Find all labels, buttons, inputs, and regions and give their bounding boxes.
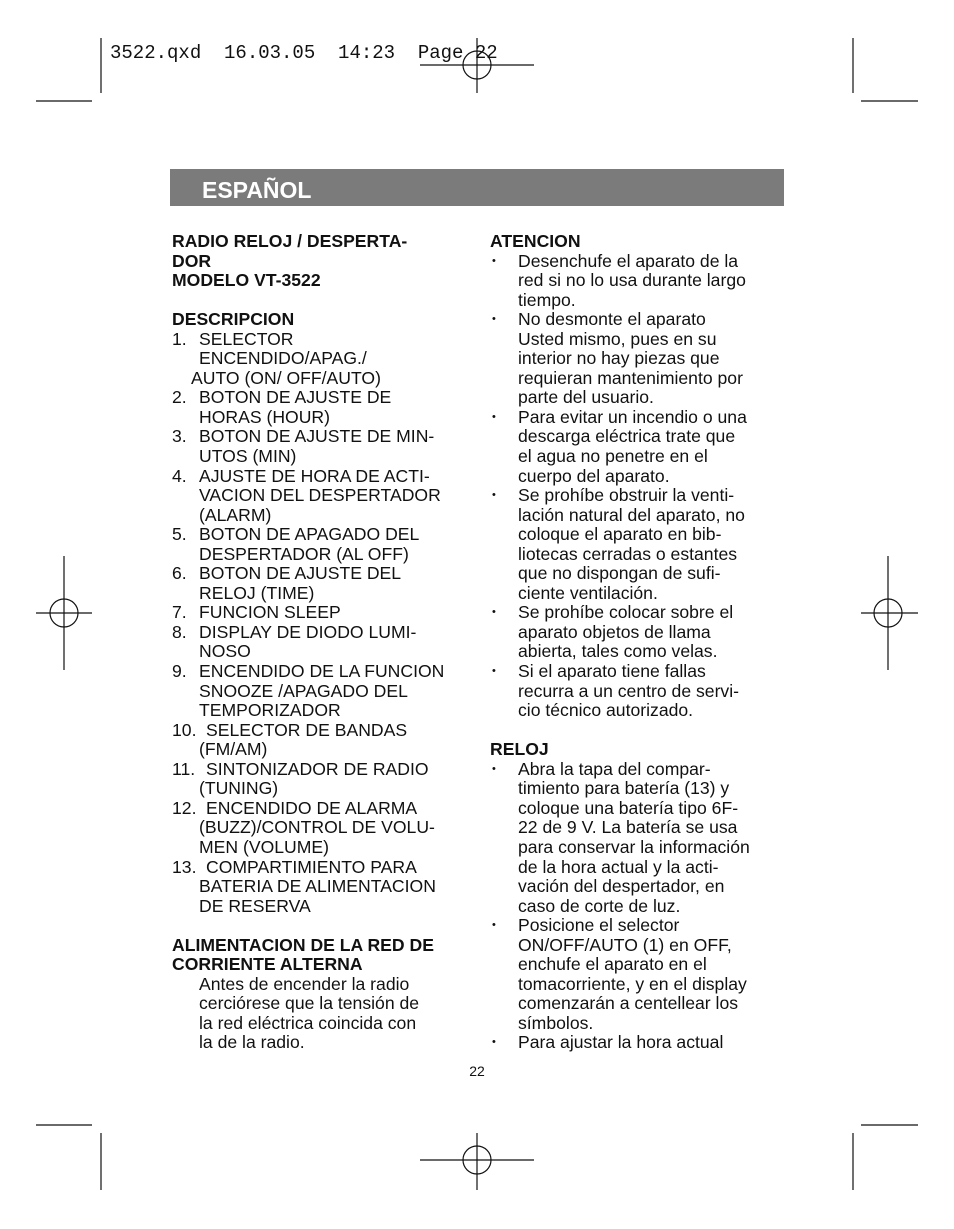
list-item: • Desenchufe el aparato de la red si no lo usa durante largo tiempo. xyxy=(492,250,746,310)
list-item: 8. DISPLAY DE DIODO LUMI- NOSO xyxy=(172,621,417,662)
registration-mark-bottom xyxy=(420,1133,534,1190)
list-item: 9. ENCENDIDO DE LA FUNCION SNOOZE /APAGADO DEL TEMPORIZADOR xyxy=(172,661,445,721)
list-item: 7. FUNCION SLEEP xyxy=(172,602,341,623)
bullet-icon: • xyxy=(492,1036,496,1049)
list-item: 10. SELECTOR DE BANDAS (FM/AM) xyxy=(172,719,408,760)
list-item: • Se prohíbe colocar sobre el aparato objetos de llama abierta, tales como velas. xyxy=(492,602,734,662)
list-item: • Si el aparato tiene fallas recurra a un centro de servi- cio técnico autorizado. xyxy=(492,661,739,721)
list-item: 5. BOTON DE APAGADO DEL DESPERTADOR (AL OFF) xyxy=(172,524,420,564)
attention-heading: ATENCION xyxy=(490,231,581,251)
bullet-icon: • xyxy=(492,410,496,423)
left-column xyxy=(172,232,472,1053)
clock-list xyxy=(490,760,785,1053)
list-item: • Se prohíbe obstruir la venti- lación natural del aparato, no coloque el aparato en bib- liotecas cerradas o estantes que no dispongan de sufi- ciente ventilación. xyxy=(492,485,745,603)
list-item: 12. ENCENDIDO DE ALARMA (BUZZ)/CONTROL DE VOLU- MEN (VOLUME) xyxy=(172,797,435,857)
list-item: 13. COMPARTIMIENTO PARA BATERIA DE ALIMENTACION DE RESERVA xyxy=(172,856,436,916)
list-item: 11. SINTONIZADOR DE RADIO (TUNING) xyxy=(172,758,429,799)
power-paragraph: Antes de encender la radio cerciórese que la tensión de la red eléctrica coincida con la de la radio. xyxy=(199,973,420,1053)
bullet-icon: • xyxy=(492,254,496,267)
list-item: 1. SELECTOR ENCENDIDO/APAG./ AUTO (ON/ OFF/AUTO) xyxy=(172,328,381,388)
list-item: • Posicione el selector ON/OFF/AUTO (1) en OFF, enchufe el aparato en el tomacorriente, y en el display comenzarán a centellear los símbolos. xyxy=(492,915,747,1033)
list-item: • Para evitar un incendio o una descarga eléctrica trate que el agua no penetre en el cuerpo del aparato. xyxy=(492,406,747,486)
parts-list xyxy=(172,330,472,916)
product-title: RADIO RELOJ / DESPERTA- DOR MODELO VT-3522 xyxy=(172,231,408,291)
list-item: 4. AJUSTE DE HORA DE ACTI- VACION DEL DESPERTADOR (ALARM) xyxy=(172,465,441,525)
list-item: • No desmonte el aparato Usted mismo, pues en su interior no hay piezas que requieran mantenimiento por parte del usuario. xyxy=(492,309,743,408)
section-header-bar xyxy=(170,169,784,206)
description-heading: DESCRIPCION xyxy=(172,309,295,330)
power-heading: ALIMENTACION DE LA RED DE CORRIENTE ALTERNA xyxy=(172,934,434,975)
right-column xyxy=(490,232,785,1053)
registration-mark-left xyxy=(36,556,92,670)
list-item: 2. BOTON DE AJUSTE DE HORAS (HOUR) xyxy=(172,387,392,427)
list-item: 3. BOTON DE AJUSTE DE MIN- UTOS (MIN) xyxy=(172,426,435,467)
bullet-icon: • xyxy=(492,489,496,502)
section-title: ESPAÑOL xyxy=(202,177,312,203)
clock-heading: RELOJ xyxy=(490,739,549,760)
file-slug: 3522.qxd 16.03.05 14:23 Page 22 xyxy=(110,42,498,64)
bullet-icon: • xyxy=(492,762,496,775)
list-item: 6. BOTON DE AJUSTE DEL RELOJ (TIME) xyxy=(172,563,402,603)
attention-list xyxy=(490,252,785,721)
bullet-icon: • xyxy=(492,606,496,619)
bullet-icon: • xyxy=(492,313,496,326)
list-item: • Para ajustar la hora actual xyxy=(492,1032,724,1053)
bullet-icon: • xyxy=(492,665,496,678)
registration-mark-right xyxy=(861,556,918,670)
bullet-icon: • xyxy=(492,919,496,932)
page-number: 22 xyxy=(469,1063,485,1079)
list-item: • Abra la tapa del compar- timiento para batería (13) y coloque una batería tipo 6F- 22 de 9 V. La batería se usa para conservar la información de la hora actual y la acti- vación del despertador, en caso de corte de luz. xyxy=(492,758,750,916)
